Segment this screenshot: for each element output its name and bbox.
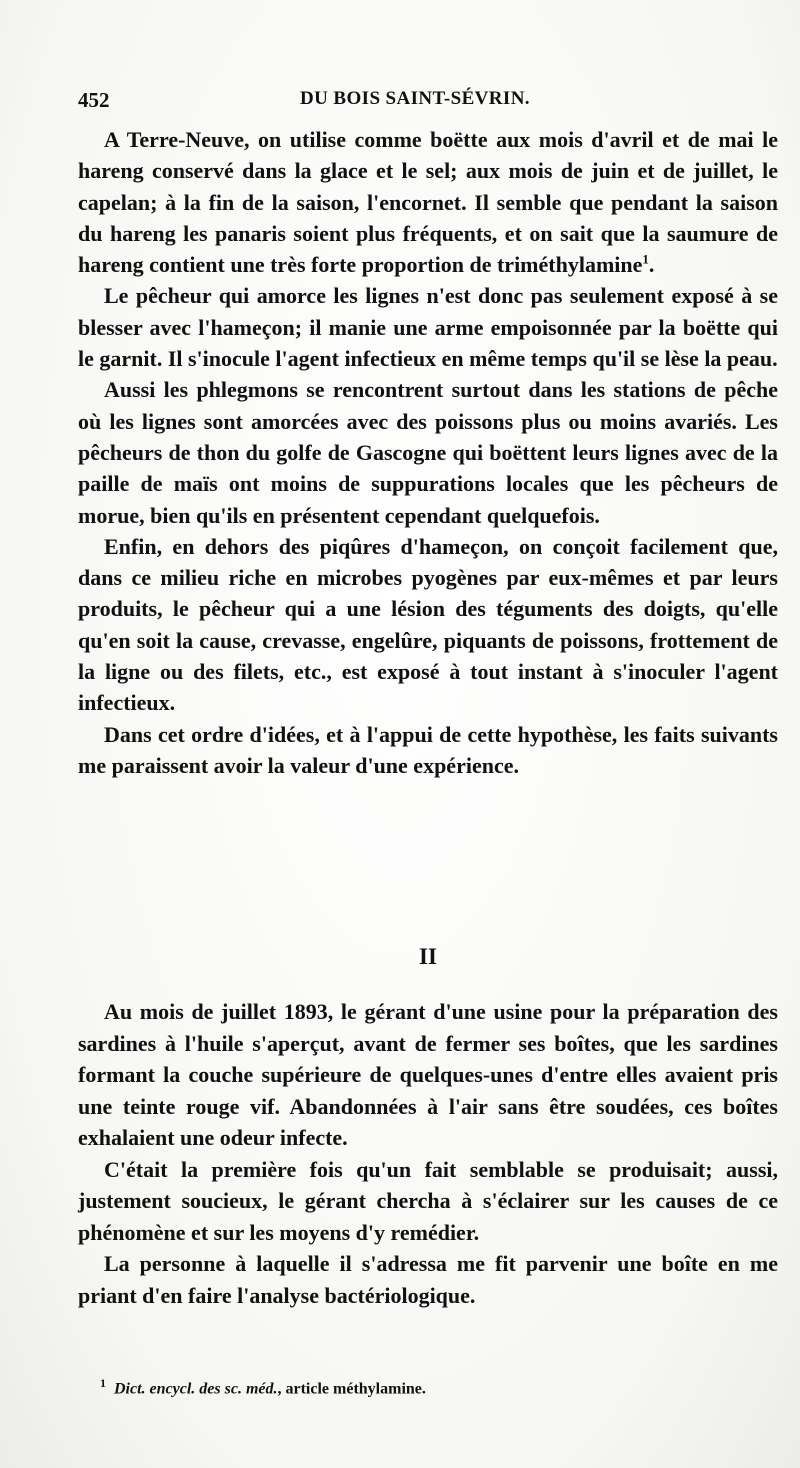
footnote xyxy=(100,1376,780,1398)
paragraph: A Terre-Neuve, on utilise comme boëtte aux mois d'avril et de mai le hareng conservé dans la glace et le sel; aux mois de juin et de juillet, le capelan; à la fin de la saison, l'encornet. Il semble que pendant la saison du hareng les panaris soient plus fréquents, et on sait que la saumure de hareng contient une très forte proportion de triméthylamine$^1$. xyxy=(78,127,778,278)
footnote-text: , article méthylamine. xyxy=(277,1380,426,1398)
body-text-section-2 xyxy=(78,996,778,1311)
running-head: DU BOIS SAINT-SÉVRIN. xyxy=(300,88,530,109)
paragraph: Au mois de juillet 1893, le gérant d'une usine pour la préparation des sardines à l'huile s'aperçut, avant de fermer ses boîtes, que les sardines formant la couche supérieure de quelques-unes d'entre elles avaient pris une teinte rouge vif. Abandonnées à l'air sans être soudées, ces boîtes exhalaient une odeur infecte. xyxy=(78,999,778,1150)
paragraph: La personne à laquelle il s'adressa me fit parvenir une boîte en me priant d'en faire l'analyse bactériologique. xyxy=(78,1251,778,1308)
paragraph: Le pêcheur qui amorce les lignes n'est donc pas seulement exposé à se blesser avec l'hameçon; il manie une arme empoisonnée par la boëtte qui le garnit. Il s'inocule l'agent infectieux en même temps qu'il se lèse la peau. xyxy=(78,283,778,372)
page-number: 452 xyxy=(78,88,110,112)
page-header xyxy=(78,82,778,114)
paragraph: Aussi les phlegmons se rencontrent surtout dans les stations de pêche où les lignes sont amorcées avec des poissons plus ou moins avariés. Les pêcheurs de thon du golfe de Gascogne qui boëttent leurs lignes avec de la paille de maïs ont moins de suppurations locales que les pêcheurs de morue, bien qu'ils en présentent cependant quelquefois. xyxy=(78,377,778,528)
footnote-reference: 1 xyxy=(642,251,649,267)
paragraph: Dans cet ordre d'idées, et à l'appui de cette hypothèse, les faits suivants me paraissent avoir la valeur d'une expérience. xyxy=(78,721,778,778)
footnote-mark: 1 xyxy=(100,1376,106,1390)
paragraph: C'était la première fois qu'un fait semblable se produisait; aussi, justement soucieux, le gérant chercha à s'éclairer sur les causes de ce phénomène et sur les moyens d'y remédier. xyxy=(78,1156,778,1245)
paragraph: Enfin, en dehors des piqûres d'hameçon, on conçoit facilement que, dans ce milieu riche en microbes pyogènes par eux-mêmes et par leurs produits, le pêcheur qui a une lésion des téguments des doigts, qu'elle qu'en soit la cause, crevasse, engelûre, piquants de poissons, frottement de la ligne ou des filets, etc., est exposé à tout instant à s'inoculer l'agent infectieux. xyxy=(78,533,778,716)
body-text xyxy=(78,124,778,781)
footnote-citation: Dict. encycl. des sc. méd. xyxy=(114,1380,278,1398)
section-heading: II xyxy=(419,944,437,969)
